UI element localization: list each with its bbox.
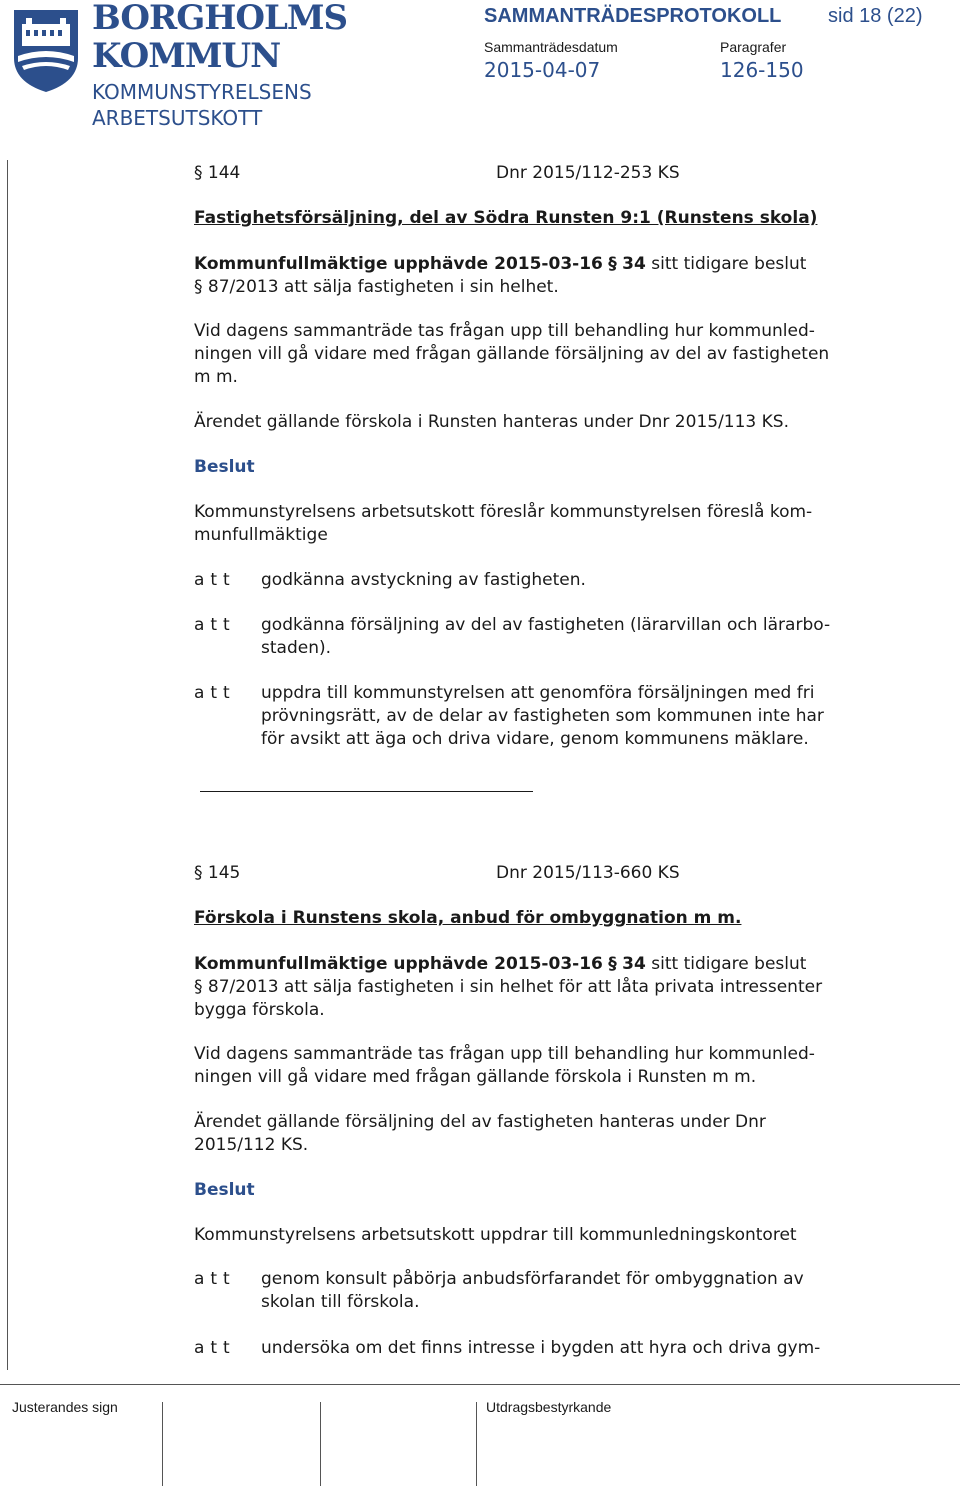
footer-rule — [0, 1384, 960, 1385]
paragraphs-label: Paragrafer — [720, 39, 787, 55]
section-145-number: § 145 — [194, 863, 241, 883]
section-144-att-label-3: att — [194, 683, 236, 703]
signature-box-divider — [162, 1402, 163, 1486]
signature-box-divider — [320, 1402, 321, 1486]
section-144-paragraph-2: Ärendet gällande förskola i Runsten hanteras under Dnr 2015/113 KS. — [194, 412, 789, 432]
section-144-beslut-text: Kommunstyrelsens arbetsutskott föreslår kommunstyrelsen föreslå kom- munfullmäktige — [194, 502, 813, 545]
section-145-paragraph-2: Ärendet gällande försäljning del av fastigheten hanteras under Dnr 2015/112 KS. — [194, 1112, 766, 1155]
municipality-logo-icon — [10, 6, 82, 94]
section-144-att-3: uppdra till kommunstyrelsen att genomföra försäljningen med fri prövningsrätt, av de delar av fastigheten som kommunen inte har för avsikt att äga och driva vidare, genom kommunens mäklare. — [261, 683, 824, 749]
section-144-att-2: godkänna försäljning av del av fastigheten (lärarvillan och lärarbo- staden). — [261, 615, 831, 658]
section-144-paragraph-1: Vid dagens sammanträde tas frågan upp till behandling hur kommunled- ningen vill gå vidare med frågan gällande försäljning av del av fastigheten m m. — [194, 321, 830, 387]
organization-line1: KOMMUNSTYRELSENS — [92, 80, 312, 104]
section-145-paragraph-1: Vid dagens sammanträde tas frågan upp till behandling hur kommunled- ningen vill gå vidare med frågan gällande förskola i Runsten m m. — [194, 1044, 815, 1087]
organization-line2: ARBETSUTSKOTT — [92, 106, 263, 130]
protocol-title: SAMMANTRÄDESPROTOKOLL — [484, 5, 782, 27]
section-144-dnr: Dnr 2015/112-253 KS — [496, 163, 680, 183]
section-144-att-label-1: att — [194, 570, 236, 590]
section-145-att-label-1: att — [194, 1269, 236, 1289]
section-144-intro: Kommunfullmäktige upphävde 2015-03-16 § 34 sitt tidigare beslut § 87/2013 att sälja fastigheten i sin helhet. — [194, 254, 807, 297]
brand-name-line1: BORGHOLMS — [92, 0, 348, 38]
section-145-att-1: genom konsult påbörja anbudsförfarandet för ombyggnation av skolan till förskola. — [261, 1269, 804, 1312]
brand-name-line2: KOMMUN — [92, 36, 281, 76]
footer-justerandes-sign: Justerandes sign — [12, 1399, 118, 1415]
section-144-att-label-2: att — [194, 615, 236, 635]
footer-utdragsbestyrkande: Utdragsbestyrkande — [486, 1399, 612, 1415]
section-separator — [200, 791, 533, 792]
meeting-date-value: 2015-04-07 — [484, 58, 601, 82]
section-145-intro: Kommunfullmäktige upphävde 2015-03-16 § 34 sitt tidigare beslut § 87/2013 att sälja fastigheten i sin helhet för att låta privata intressenter bygga förskola. — [194, 954, 823, 1020]
section-145-att-label-2: att — [194, 1338, 236, 1358]
section-145-beslut-heading: Beslut — [194, 1180, 255, 1200]
paragraphs-value: 126-150 — [720, 58, 804, 82]
section-144-number: § 144 — [194, 163, 241, 183]
section-144-att-1: godkänna avstyckning av fastigheten. — [261, 570, 586, 590]
meeting-date-label: Sammanträdesdatum — [484, 39, 618, 55]
section-145-att-2: undersöka om det finns intresse i bygden att hyra och driva gym- — [261, 1338, 821, 1358]
section-145-title: Förskola i Runstens skola, anbud för ombyggnation m m. — [194, 908, 742, 928]
signature-box-divider — [476, 1402, 477, 1486]
left-margin-rule — [7, 160, 8, 1370]
section-144-beslut-heading: Beslut — [194, 457, 255, 477]
page-number: sid 18 (22) — [828, 5, 923, 27]
section-144-title: Fastighetsförsäljning, del av Södra Runsten 9:1 (Runstens skola) — [194, 208, 818, 228]
section-145-beslut-text: Kommunstyrelsens arbetsutskott uppdrar till kommunledningskontoret — [194, 1225, 797, 1245]
section-145-dnr: Dnr 2015/113-660 KS — [496, 863, 680, 883]
